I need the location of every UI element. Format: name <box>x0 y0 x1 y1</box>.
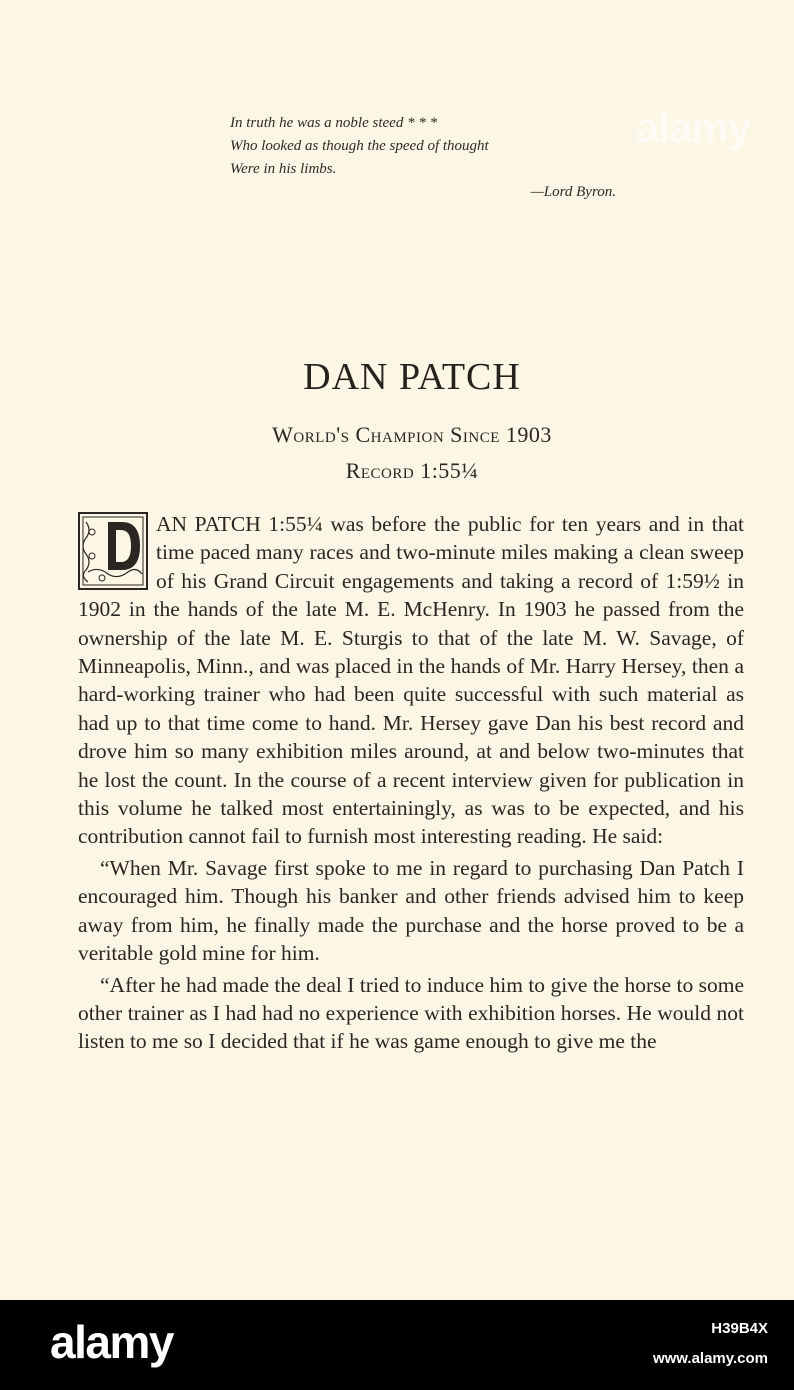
paragraph-quote-2: “After he had made the deal I tried to induce him to give the horse to some other trainer as I had had no experience with exhibition horses. He would not listen to me so I decided that if he was game enough to give me the <box>78 972 744 1054</box>
epigraph-attribution: —Lord Byron. <box>530 184 616 200</box>
paragraph-intro <box>78 510 744 851</box>
subtitle-record: Record 1:55¼ <box>345 458 479 483</box>
page-title: DAN PATCH <box>303 356 521 398</box>
epigraph-line: Were in his limbs. <box>230 161 337 177</box>
paragraph-quote-1: “When Mr. Savage first spoke to me in regard to purchasing Dan Patch I encouraged him. Though his banker and other friends advised him to keep away from him, he finally made the purchase and the horse proved to be a veritable gold mine for him. <box>78 855 744 966</box>
paragraph-text: AN PATCH 1:55¼ was before the public for ten years and in that time paced many races and two-minute miles making a clean sweep of his Grand Circuit engagements and taking a record of 1:59½ in 1902 in the hands of the late M. E. McHenry. In 1903 he passed from the ownership of the late M. E. Sturgis to that of the late M. W. Savage, of Minneapolis, Minn., and was placed in the hands of Mr. Harry Hersey, then a hard-working trainer who had been quite successful with such material as had up to that time come to hand. Mr. Hersey gave Dan his best record and drove him so many exhibition miles around, at and below two-minutes that he lost the count. In the course of a recent interview given for publication in this volume he talked most entertainingly, as was to be expected, and his contribution cannot fail to furnish most interesting reading. He said: <box>78 512 744 849</box>
image-id: H39B4X <box>711 1320 768 1337</box>
subtitle-champion: World's Champion Since 1903 <box>272 422 552 447</box>
footer-url: www.alamy.com <box>652 1350 768 1367</box>
stock-footer-bar <box>0 1300 794 1390</box>
alamy-logo: alamy <box>50 1316 173 1368</box>
epigraph-line: In truth he was a noble steed * * * <box>230 115 438 131</box>
epigraph-line: Who looked as though the speed of thought <box>230 138 489 154</box>
ornamental-dropcap-d-icon <box>78 512 148 590</box>
article-body <box>78 510 744 1056</box>
watermark: alamy <box>636 104 751 151</box>
dropcap-letter: D <box>118 553 119 554</box>
epigraph <box>230 112 630 204</box>
